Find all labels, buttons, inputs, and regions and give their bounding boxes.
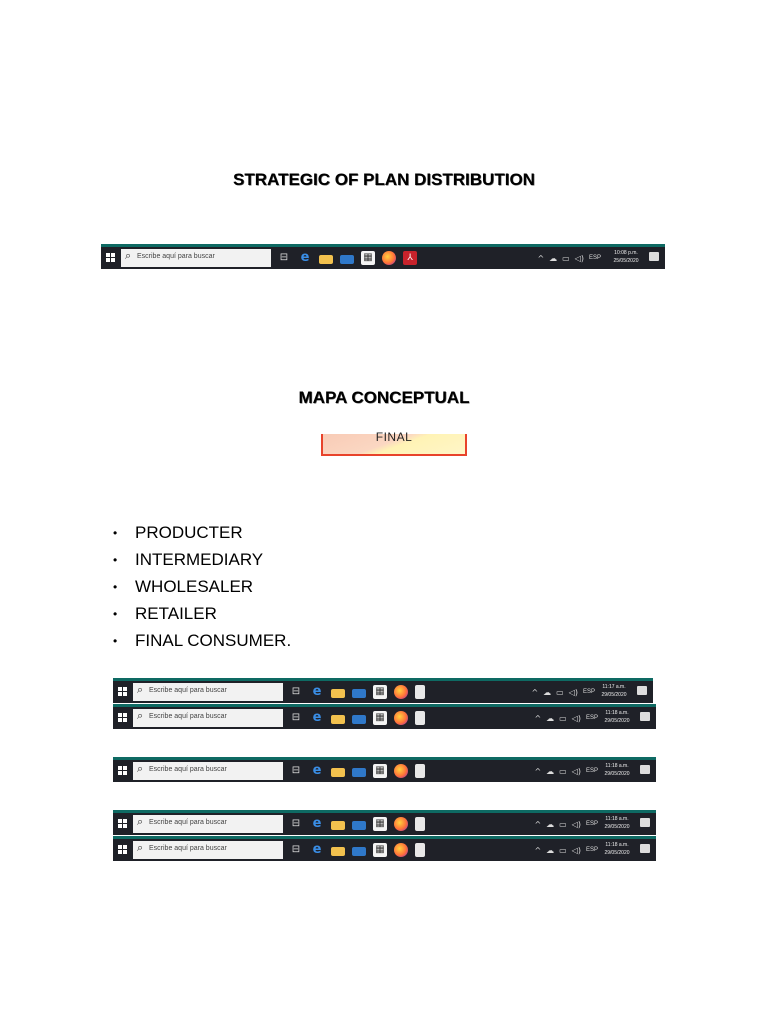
task-view-icon[interactable]: ⊟ [291, 686, 301, 697]
cloud-icon[interactable]: ☁ [546, 766, 555, 776]
list-item: • WHOLESALER [113, 575, 291, 602]
cloud-icon[interactable]: ☁ [546, 713, 555, 723]
volume-icon[interactable]: ◁) [571, 766, 581, 776]
language-indicator[interactable]: ESP [585, 821, 598, 827]
chevron-up-icon[interactable]: ^ [534, 845, 542, 855]
taskbar-search-box[interactable] [133, 683, 283, 701]
edge-icon[interactable]: e [312, 816, 322, 831]
cloud-icon[interactable]: ☁ [546, 845, 555, 855]
volume-icon[interactable]: ◁) [571, 819, 581, 829]
taskbar-search-box[interactable] [133, 815, 283, 833]
cloud-icon[interactable]: ☁ [549, 253, 558, 263]
edge-icon[interactable]: e [312, 763, 322, 778]
search-icon: ⌕ [125, 250, 132, 262]
mail-icon[interactable] [352, 847, 366, 856]
firefox-icon[interactable] [394, 711, 408, 725]
cloud-icon[interactable]: ☁ [546, 819, 555, 829]
network-icon[interactable]: ▭ [559, 766, 567, 776]
mail-icon[interactable] [352, 715, 366, 724]
mail-icon[interactable] [340, 255, 354, 264]
volume-icon[interactable]: ◁) [574, 253, 584, 263]
final-box-label: FINAL [375, 430, 413, 444]
language-indicator[interactable]: ESP [582, 689, 595, 695]
list-item: • FINAL CONSUMER. [113, 629, 291, 656]
task-view-icon[interactable]: ⊟ [291, 765, 301, 776]
chevron-up-icon[interactable]: ^ [534, 766, 542, 776]
notification-icon[interactable] [637, 686, 647, 695]
taskbar-clock[interactable]: 11:18 a.m. 29/05/2020 [604, 816, 630, 830]
taskbar-clock[interactable]: 11:18 a.m. 29/05/2020 [604, 842, 630, 856]
chevron-up-icon[interactable]: ^ [534, 713, 542, 723]
file-explorer-icon[interactable] [331, 847, 345, 856]
taskbar-clock[interactable]: 10:08 p.m. 25/05/2020 [613, 250, 639, 264]
cloud-icon[interactable]: ☁ [543, 687, 552, 697]
notification-icon[interactable] [640, 818, 650, 827]
taskbar-screenshot-1 [101, 244, 665, 269]
file-explorer-icon[interactable] [319, 255, 333, 264]
store-icon[interactable]: ▦ [373, 685, 387, 699]
chevron-up-icon[interactable]: ^ [537, 253, 545, 263]
notification-icon[interactable] [640, 712, 650, 721]
system-tray [534, 842, 598, 858]
search-placeholder: Escribe aquí para buscar [149, 819, 227, 826]
mail-icon[interactable] [352, 768, 366, 777]
search-placeholder: Escribe aquí para buscar [149, 713, 227, 720]
distribution-chain-list [113, 521, 291, 656]
network-icon[interactable]: ▭ [559, 845, 567, 855]
firefox-icon[interactable] [394, 764, 408, 778]
taskbar-screenshot-2 [113, 678, 653, 703]
edge-icon[interactable]: e [312, 684, 322, 699]
chevron-up-icon[interactable]: ^ [534, 819, 542, 829]
firefox-icon[interactable] [394, 843, 408, 857]
search-placeholder: Escribe aquí para buscar [149, 766, 227, 773]
document-icon[interactable] [415, 711, 425, 725]
language-indicator[interactable]: ESP [585, 768, 598, 774]
windows-start-icon[interactable] [118, 845, 127, 854]
system-tray [537, 250, 601, 266]
file-explorer-icon[interactable] [331, 768, 345, 777]
store-icon[interactable]: ▦ [373, 764, 387, 778]
notification-icon[interactable] [640, 844, 650, 853]
list-item: • INTERMEDIARY [113, 548, 291, 575]
taskbar-search-box[interactable] [133, 709, 283, 727]
taskbar-search-box[interactable] [133, 841, 283, 859]
windows-start-icon[interactable] [106, 253, 115, 262]
windows-start-icon[interactable] [118, 687, 127, 696]
file-explorer-icon[interactable] [331, 689, 345, 698]
document-icon[interactable] [415, 843, 425, 857]
network-icon[interactable]: ▭ [562, 253, 570, 263]
document-icon[interactable] [415, 685, 425, 699]
search-placeholder: Escribe aquí para buscar [137, 253, 215, 260]
task-view-icon[interactable]: ⊟ [279, 252, 289, 263]
volume-icon[interactable]: ◁) [568, 687, 578, 697]
task-view-icon[interactable]: ⊟ [291, 712, 301, 723]
firefox-icon[interactable] [382, 251, 396, 265]
acrobat-icon[interactable]: ⅄ [403, 251, 417, 265]
document-icon[interactable] [415, 764, 425, 778]
network-icon[interactable]: ▭ [559, 713, 567, 723]
notification-icon[interactable] [649, 252, 659, 261]
network-icon[interactable]: ▭ [556, 687, 564, 697]
taskbar-search-box[interactable] [133, 762, 283, 780]
taskbar-screenshot-6 [113, 836, 656, 861]
taskbar-screenshot-4 [113, 757, 656, 782]
firefox-icon[interactable] [394, 817, 408, 831]
system-tray [534, 763, 598, 779]
edge-icon[interactable]: e [312, 710, 322, 725]
file-explorer-icon[interactable] [331, 821, 345, 830]
windows-start-icon[interactable] [118, 713, 127, 722]
system-tray [534, 710, 598, 726]
taskbar-clock[interactable]: 11:18 a.m. 29/05/2020 [604, 710, 630, 724]
notification-icon[interactable] [640, 765, 650, 774]
system-tray [531, 684, 595, 700]
search-icon: ⌕ [137, 763, 144, 775]
taskbar-clock[interactable]: 11:17 a.m. 29/05/2020 [601, 684, 627, 698]
document-icon[interactable] [415, 817, 425, 831]
mail-icon[interactable] [352, 821, 366, 830]
store-icon[interactable]: ▦ [373, 711, 387, 725]
search-placeholder: Escribe aquí para buscar [149, 845, 227, 852]
concept-map-final-box [321, 430, 467, 456]
edge-icon[interactable]: e [312, 842, 322, 857]
store-icon[interactable]: ▦ [373, 817, 387, 831]
search-icon: ⌕ [137, 816, 144, 828]
taskbar-search-box[interactable] [121, 249, 271, 267]
list-item: • RETAILER [113, 602, 291, 629]
network-icon[interactable]: ▭ [559, 819, 567, 829]
firefox-icon[interactable] [394, 685, 408, 699]
task-view-icon[interactable]: ⊟ [291, 844, 301, 855]
taskbar-clock[interactable]: 11:18 a.m. 29/05/2020 [604, 763, 630, 777]
taskbar-screenshot-3 [113, 704, 656, 729]
edge-icon[interactable]: e [300, 250, 310, 265]
file-explorer-icon[interactable] [331, 715, 345, 724]
list-item: • PRODUCTER [113, 521, 291, 548]
language-indicator[interactable]: ESP [585, 715, 598, 721]
search-placeholder: Escribe aquí para buscar [149, 687, 227, 694]
task-view-icon[interactable]: ⊟ [291, 818, 301, 829]
system-tray [534, 816, 598, 832]
store-icon[interactable]: ▦ [373, 843, 387, 857]
search-icon: ⌕ [137, 684, 144, 696]
windows-start-icon[interactable] [118, 766, 127, 775]
volume-icon[interactable]: ◁) [571, 713, 581, 723]
chevron-up-icon[interactable]: ^ [531, 687, 539, 697]
search-icon: ⌕ [137, 842, 144, 854]
store-icon[interactable]: ▦ [361, 251, 375, 265]
section-title: MAPA CONCEPTUAL [298, 388, 470, 407]
mail-icon[interactable] [352, 689, 366, 698]
taskbar-screenshot-5 [113, 810, 656, 835]
volume-icon[interactable]: ◁) [571, 845, 581, 855]
language-indicator[interactable]: ESP [585, 847, 598, 853]
document-title: STRATEGIC OF PLAN DISTRIBUTION [233, 170, 535, 189]
windows-start-icon[interactable] [118, 819, 127, 828]
language-indicator[interactable]: ESP [588, 255, 601, 261]
search-icon: ⌕ [137, 710, 144, 722]
